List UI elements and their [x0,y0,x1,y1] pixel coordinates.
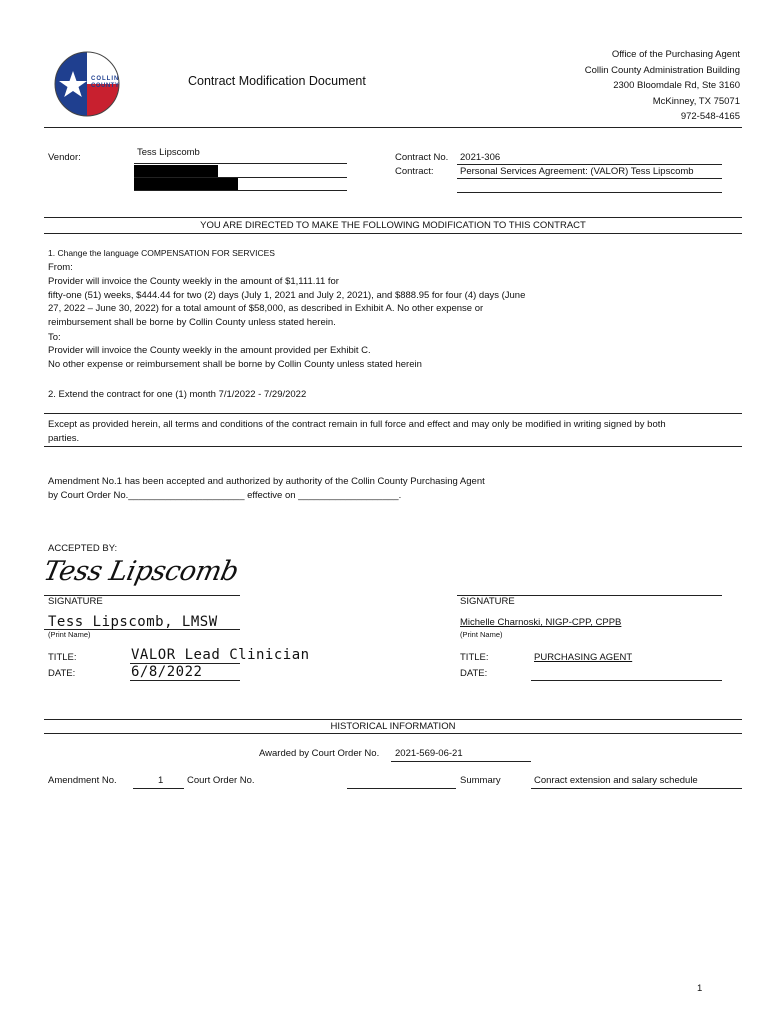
vendor-line-3 [134,190,347,191]
directive-text: YOU ARE DIRECTED TO MAKE THE FOLLOWING MODIFICATION TO THIS CONTRACT [200,220,586,231]
historical-top-line [44,719,742,720]
signature-label-left: SIGNATURE [48,596,103,607]
modification-item-2: 2. Extend the contract for one (1) month 7/1/2022 - 7/29/2022 [48,389,307,400]
amendment-line: by Court Order No.______________________ effective on ___________________. [48,489,402,501]
header-divider [44,127,742,128]
historical-bottom-line [44,733,742,734]
redaction-block [134,178,238,190]
summary-label: Summary [460,775,501,786]
court-order-label: Court Order No. [187,775,255,786]
amendment-no-line [133,788,184,789]
contract-label: Contract: [395,166,434,177]
to-text [48,344,422,371]
date-line-left [130,680,240,681]
collin-county-logo [53,50,125,118]
directive-bottom-line [44,233,742,234]
modification-item-1: 1. Change the language COMPENSATION FOR SERVICES [48,248,275,258]
contract-value: Personal Services Agreement: (VALOR) Tess Lipscomb [460,166,694,177]
contract-line-1 [457,178,722,179]
amendment-text [48,475,485,502]
document-title: Contract Modification Document [188,74,366,88]
vendor-line-1 [134,163,347,164]
contract-line-2 [457,192,722,193]
date-line-right [531,680,722,681]
date-label-right: DATE: [460,668,488,679]
title-label-right: TITLE: [460,652,489,663]
vendor-label: Vendor: [48,152,81,163]
amendment-line: Amendment No.1 has been accepted and authorized by authority of the Collin County Purchasing Agent [48,476,485,487]
title-label-left: TITLE: [48,652,77,663]
date-value-left: 6/8/2022 [131,664,203,680]
office-address [585,47,740,125]
except-text [48,418,666,445]
logo-text-county: COUNTY [91,83,120,89]
print-name-left: Tess Lipscomb, LMSW [48,614,218,630]
directive-top-line [44,217,742,218]
historical-heading: HISTORICAL INFORMATION [330,721,456,732]
office-line: Office of the Purchasing Agent [611,49,740,60]
logo-text-collin: COLLIN [91,76,120,82]
print-name-right: Michelle Charnoski, NIGP-CPP, CPPB [460,617,622,628]
print-name-label-right: (Print Name) [460,630,503,639]
to-text-line: Provider will invoice the County weekly in the amount provided per Exhibit C. [48,345,371,356]
court-order-line [347,788,456,789]
except-text-line: parties. [48,432,80,444]
contract-no-line [457,164,722,165]
title-value-right: PURCHASING AGENT [534,652,633,663]
amendment-no-value: 1 [158,775,164,786]
awarded-label: Awarded by Court Order No. [259,748,380,759]
except-top-line [44,413,742,414]
from-text-line: fifty-one (51) weeks, $444.44 for two (2) days (July 1, 2021 and July 2, 2021), and $888.95 for four (4) days (June [48,289,526,301]
except-bottom-line [44,446,742,447]
print-name-label-left: (Print Name) [48,630,91,639]
from-text-line: reimbursement shall be borne by Collin County unless stated herein. [48,316,336,328]
contract-no-label: Contract No. [395,152,449,163]
redaction-block [134,165,218,177]
page-number: 1 [697,983,703,994]
to-label: To: [48,332,61,343]
office-line: 972-548-4165 [680,111,740,122]
from-text [48,275,525,329]
date-label-left: DATE: [48,668,76,679]
to-text-line: No other expense or reimbursement shall be borne by Collin County unless stated herein [48,358,422,370]
handwritten-signature: Tess Lipscomb [40,556,241,587]
summary-line [531,788,742,789]
office-line: Collin County Administration Building [584,64,740,76]
contract-no-value: 2021-306 [460,152,501,163]
awarded-value: 2021-569-06-21 [395,748,463,759]
except-text-line: Except as provided herein, all terms and conditions of the contract remain in full force and effect and may only be modified in writing signed by both [48,419,666,430]
accepted-by-label: ACCEPTED BY: [48,543,118,554]
vendor-name: Tess Lipscomb [137,147,200,158]
from-label: From: [48,262,73,273]
signature-label-right: SIGNATURE [460,596,515,607]
from-text-line: 27, 2022 – June 30, 2022) for a total amount of $58,000, as described in Exhibit A. No other expense or [48,303,484,315]
office-line: McKinney, TX 75071 [652,95,740,107]
amendment-no-label: Amendment No. [48,775,117,786]
awarded-line [391,761,531,762]
summary-value: Conract extension and salary schedule [534,775,698,786]
from-text-line: Provider will invoice the County weekly in the amount of $1,111.11 for [48,276,339,287]
title-value-left: VALOR Lead Clinician [131,647,310,663]
office-line: 2300 Bloomdale Rd, Ste 3160 [613,80,740,91]
